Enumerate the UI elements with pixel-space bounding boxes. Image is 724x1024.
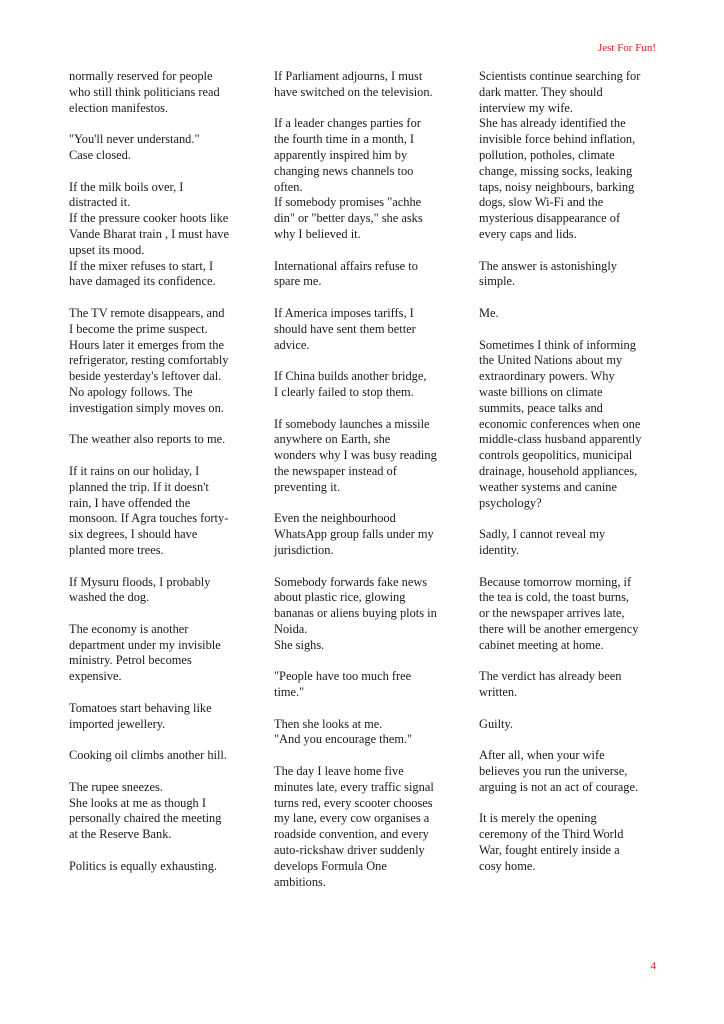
paragraph: Then she looks at me. "And you encourage them."	[274, 716, 413, 747]
page-number: 4	[650, 960, 656, 972]
paragraph: After all, when your wife believes you run the universe, arguing is not an act of courage.	[479, 748, 639, 794]
paragraph: International affairs refuse to spare me.	[274, 258, 418, 289]
text-column-3	[479, 69, 661, 890]
paragraph: Politics is equally exhausting.	[69, 858, 217, 873]
paragraph: Guilty.	[479, 716, 513, 731]
paragraph: If China builds another bridge, I clearly failed to stop them.	[274, 369, 427, 399]
paragraph: If it rains on our holiday, I planned the trip. If it doesn't rain, I have offended the monsoon. If Agra touches forty- six degrees, I should have planted more trees.	[69, 463, 229, 557]
paragraph: Somebody forwards fake news about plastic rice, glowing bananas or aliens buying plots in Noida. She sighs.	[274, 574, 437, 652]
paragraph: The TV remote disappears, and I become the prime suspect. Hours later it emerges from the refrigerator, resting comfortably beside yesterday's leftover dal. No apology follows. The investigation simply moves on.	[69, 305, 229, 415]
paragraph: The rupee sneezes. She looks at me as though I personally chaired the meeting at the Reserve Bank.	[69, 779, 222, 842]
paragraph: Sometimes I think of informing the United Nations about my extraordinary powers. Why waste billions on climate summits, peace talks and economic conferences when one middle-class husband apparently controls geopolitics, municipal drainage, household appliances, weather systems and canine psychology?	[479, 337, 642, 510]
paragraph: If America imposes tariffs, I should have sent them better advice.	[274, 305, 416, 352]
paragraph: "You'll never understand." Case closed.	[69, 132, 200, 162]
paragraph: If a leader changes parties for the fourth time in a month, I apparently inspired him by changing news channels too often. If somebody promises "achhe din" or "better days," she asks why I believed it.	[274, 116, 423, 241]
paragraph: If Parliament adjourns, I must have switched on the television.	[274, 69, 433, 99]
paragraph: The weather also reports to me.	[69, 432, 226, 447]
paragraph: Because tomorrow morning, if the tea is cold, the toast burns, or the newspaper arrives late, there will be another emergency cabinet meeting at home.	[479, 574, 639, 652]
paragraph: The answer is astonishingly simple.	[479, 258, 617, 289]
paragraph: Tomatoes start behaving like imported jewellery.	[69, 700, 212, 731]
paragraph: The day I leave home five minutes late, every traffic signal turns red, every scooter chooses my lane, every cow organises a roadside convention, and every auto-rickshaw driver suddenly develops Formula One ambitions.	[274, 764, 434, 889]
paragraph: Sadly, I cannot reveal my identity.	[479, 527, 606, 557]
paragraph: If Mysuru floods, I probably washed the dog.	[69, 574, 211, 605]
paragraph: normally reserved for people who still think politicians read election manifestos.	[69, 69, 220, 115]
paragraph: Even the neighbourhood WhatsApp group falls under my jurisdiction.	[274, 511, 434, 557]
paragraph: Me.	[479, 305, 499, 320]
text-column-2	[274, 69, 456, 906]
running-header: Jest For Fun!	[597, 42, 656, 54]
paragraph: "People have too much free time."	[274, 669, 412, 700]
paragraph: Scientists continue searching for dark matter. They should interview my wife. She has already identified the invisible force behind inflation, pollution, potholes, climate change, missing socks, leaking taps, noisy neighbours, barking dogs, slow Wi-Fi and the mysterious disappearance of every caps and lids.	[479, 69, 641, 241]
paragraph: The economy is another department under my invisible ministry. Petrol becomes expensive.	[69, 621, 221, 684]
text-column-1	[69, 69, 251, 890]
paragraph: The verdict has already been written.	[479, 669, 622, 700]
paragraph: If somebody launches a missile anywhere on Earth, she wonders why I was busy reading the newspaper instead of preventing it.	[274, 416, 437, 494]
paragraph: If the milk boils over, I distracted it. If the pressure cooker hoots like Vande Bharat train , I must have upset its mood. If the mixer refuses to start, I have damaged its confidence.	[69, 179, 229, 289]
paragraph: Cooking oil climbs another hill.	[69, 748, 227, 763]
paragraph: It is merely the opening ceremony of the Third World War, fought entirely inside a cosy home.	[479, 811, 624, 873]
